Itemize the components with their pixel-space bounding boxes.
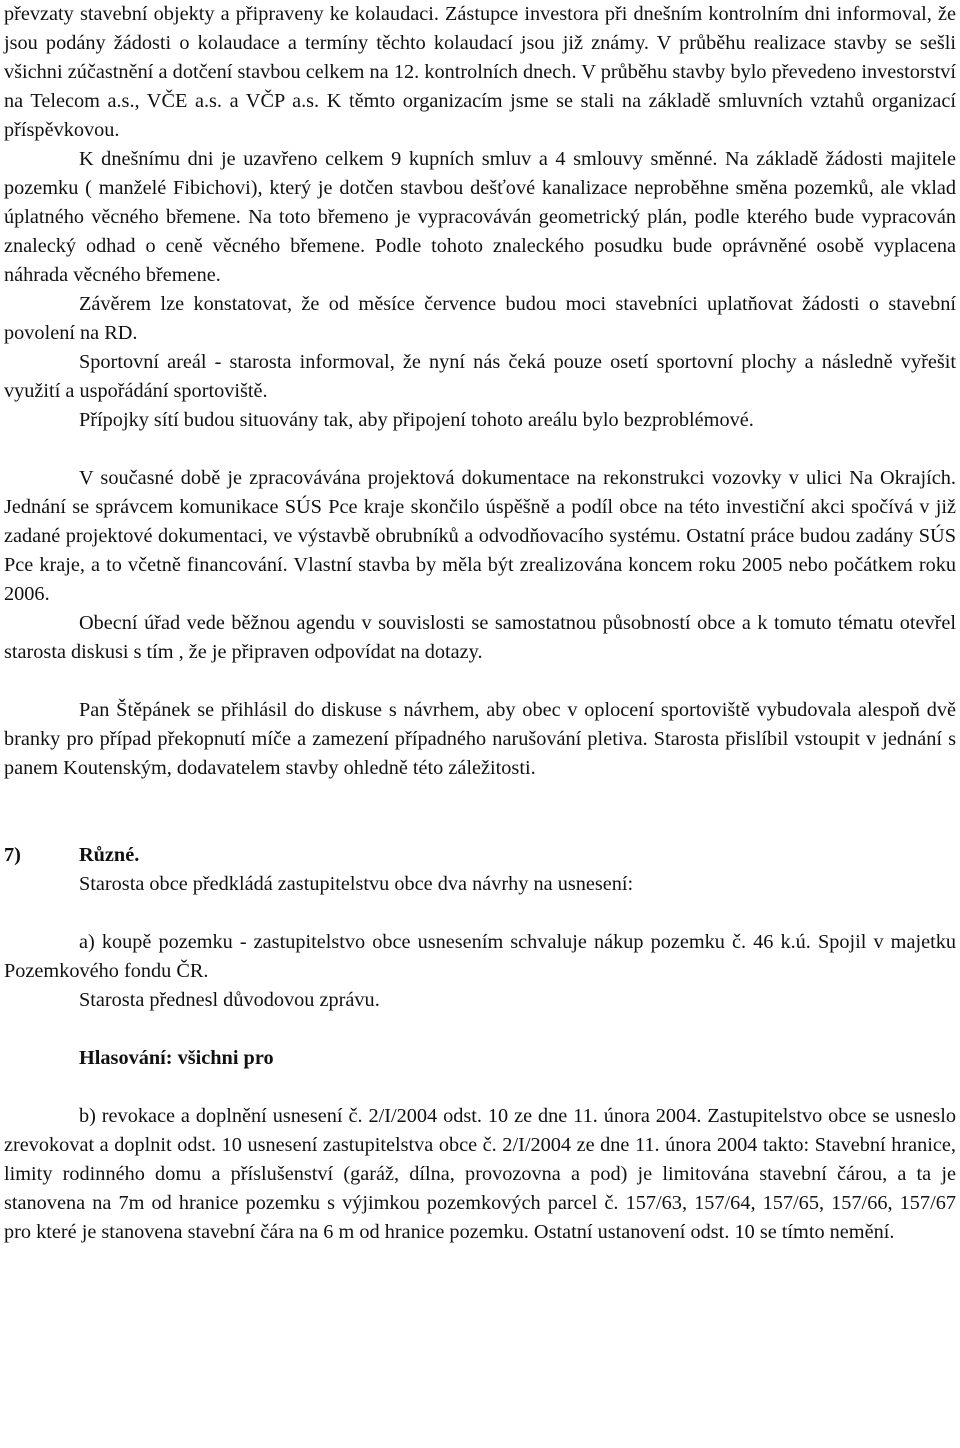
paragraph-sportovni-areal: Sportovní areál - starosta informoval, že nyní nás čeká pouze osetí sportovní plochy a následně vyřešit využití a uspořádání sportoviště. — [4, 351, 956, 402]
section-heading — [4, 841, 956, 870]
resolution-b: b) revokace a doplnění usnesení č. 2/I/2004 odst. 10 ze dne 11. února 2004. Zastupitelstvo obce se usneslo zrevokovat a doplnit odst. 10 usnesení zastupitelstva obce č. 2/I/2004 ze dne 11. února 2004 takto: Stavební hranice, limity rodinného domu a příslušenství (garáž, dílna, provozovna a pod) je limitována stavební čárou, a ta je stanovena na 7m od hranice pozemku s výjimkou pozemkových parcel č. 157/63, 157/64, 157/65, 157/66, 157/67 pro které je stanovena stavební čára na 6 m od hranice pozemku. Ostatní ustanovení odst. 10 se tímto nemění. — [4, 1105, 956, 1243]
vote-block — [4, 1044, 956, 1073]
paragraph-agenda: Obecní úřad vede běžnou agendu v souvislosti se samostatnou působností obce a k tomuto tématu otevřel starosta diskusi s tím , že je připraven odpovídat na dotazy. — [4, 612, 956, 663]
paragraph-kolaudace: převzaty stavební objekty a připraveny ke kolaudaci. Zástupce investora při dnešním kontrolním dni informoval, že jsou podány žádosti o kolaudace a termíny těchto kolaudací jsou již známy. V průběhu realizace stavby se sešli všichni zúčastnění a dotčení stavbou celkem na 12. kontrolních dnech. V průběhu stavby bylo převedeno investorství na Telecom a.s., VČE a.s. a VČP a.s. K těmto organizacím jsme se stali na základě smluvních vztahů organizací příspěvkovou. — [4, 3, 956, 141]
vote-result: Hlasování: všichni pro — [79, 1047, 274, 1069]
document-page — [4, 0, 956, 1247]
section-intro-block — [4, 870, 956, 899]
paragraph-zaver: Závěrem lze konstatovat, že od měsíce července budou moci stavebníci uplatňovat žádosti o stavební povolení na RD. — [4, 293, 956, 344]
resolution-a-note: Starosta přednesl důvodovou zprávu. — [79, 989, 380, 1011]
paragraph-vozovka: V současné době je zpracovávána projektová dokumentace na rekonstrukci vozovky v ulici Na Okrajích. Jednání se správcem komunikace SÚS Pce kraje skončilo úspěšně a podíl obce na této investiční akci spočívá v již zadané projektové dokumentaci, ve výstavbě obrubníků a odvodňovacího systému. Ostatní práce budou zadány SÚS Pce kraje, a to včetně financování. Vlastní stavba by měla být zrealizována koncem roku 2005 nebo počátkem roku 2006. — [4, 467, 956, 605]
section-intro: Starosta obce předkládá zastupitelstvu obce dva návrhy na usnesení: — [79, 873, 634, 895]
resolution-a-note-block — [4, 986, 956, 1015]
paragraph-pripojky: Přípojky sítí budou situovány tak, aby připojení tohoto areálu bylo bezproblémové. — [79, 409, 754, 431]
paragraph-smlouvy: K dnešnímu dni je uzavřeno celkem 9 kupních smluv a 4 smlouvy směnné. Na základě žádosti majitele pozemku ( manželé Fibichovi), který je dotčen stavbou dešťové kanalizace neproběhne směna pozemků, ale vklad úplatného věcného břemene. Na toto břemeno je vypracováván geometrický plán, podle kterého bude vypracován znalecký odhad o ceně věcného břemene. Podle tohoto znaleckého posudku bude oprávněné osobě vyplacena náhrada věcného břemene. — [4, 148, 956, 286]
section-title: Různé. — [79, 844, 140, 866]
paragraph-diskuse: Pan Štěpánek se přihlásil do diskuse s návrhem, aby obec v oplocení sportoviště vybudovala alespoň dvě branky pro případ překopnutí míče a zamezení případného narušování pletiva. Starosta přislíbil vstoupit v jednání s panem Koutenským, dodavatelem stavby ohledně této záležitosti. — [4, 699, 956, 779]
section-number: 7) — [4, 844, 21, 866]
resolution-a: a) koupě pozemku - zastupitelstvo obce usnesením schvaluje nákup pozemku č. 46 k.ú. Spojil v majetku Pozemkového fondu ČR. — [4, 931, 956, 982]
